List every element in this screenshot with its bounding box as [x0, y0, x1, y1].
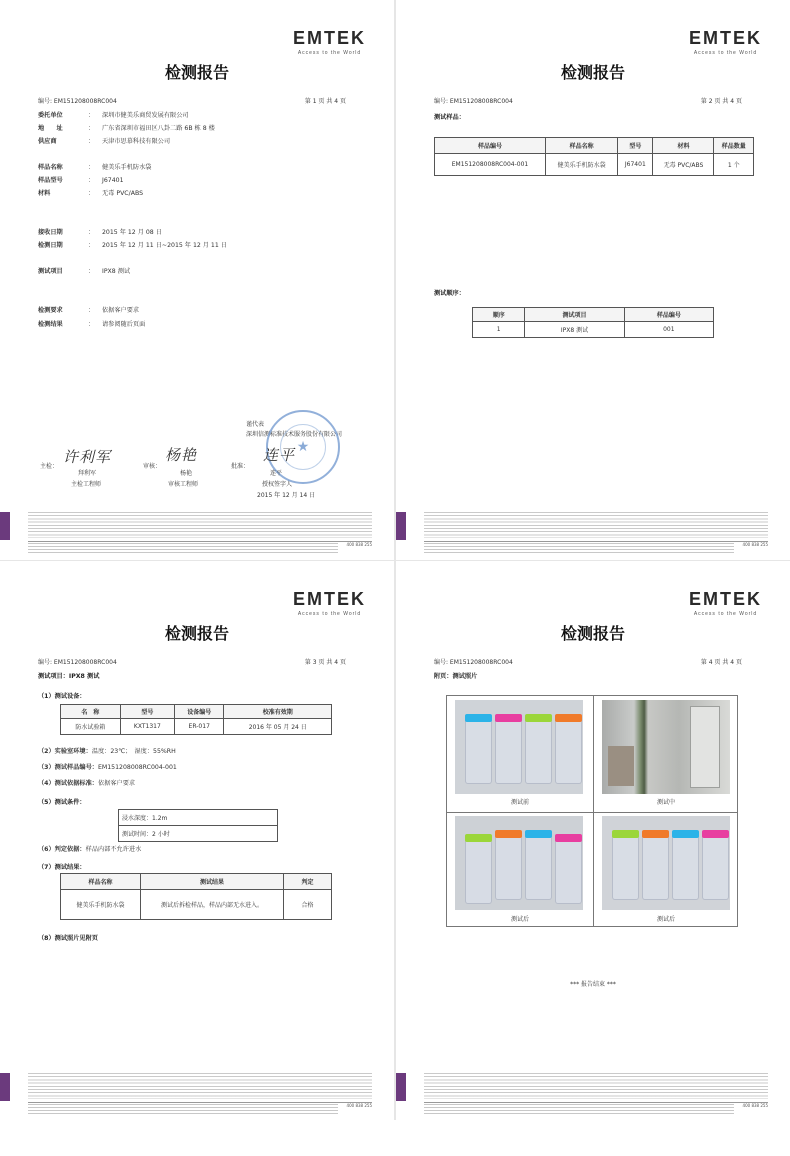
table-header: 样品名称 [61, 874, 141, 890]
table-cell: 健美乐手机防水袋 [61, 890, 141, 920]
footer-disclaimer [28, 1073, 372, 1099]
table-row [473, 322, 714, 338]
table-row [61, 890, 332, 920]
photo-after-test-1 [455, 816, 583, 910]
logo-brand: EMTEK [293, 28, 366, 48]
table-row [119, 826, 278, 842]
table-header: 样品编号 [435, 138, 546, 154]
report-title: 检测报告 [164, 63, 229, 82]
report-page-4 [396, 561, 790, 1121]
footer-disclaimer [28, 512, 372, 538]
table-cell: EM151208008RC004-001 [435, 154, 546, 176]
field-material: 材料 ： 无毒 PVC/ABS [38, 190, 144, 197]
table-row [61, 719, 332, 735]
approver-role: 批准： [231, 463, 250, 470]
sign-date: 2015 年 12 月 14 日 [257, 492, 316, 499]
table-header: 型号 [618, 138, 653, 154]
field-address: 地 址 ： 广东省深圳市福田区八卦二路 6B 栋 8 楼 [38, 125, 215, 132]
photo-during-test [602, 700, 730, 794]
table-cell: IPX8 测试 [525, 322, 624, 338]
reviewer-role: 审核： [143, 463, 162, 470]
table-header-row [61, 705, 332, 719]
photo-caption: 测试前 [510, 799, 529, 806]
field-sample-model: 样品型号 ： J67401 [38, 177, 124, 184]
equipment-table [60, 704, 332, 735]
footer-hotline: 400 838 255 [346, 1103, 372, 1108]
footer-accent-bar [396, 512, 406, 540]
field-sample-name: 样品名称 ： 健美乐手机防水袋 [38, 164, 152, 171]
inspector-title: 主检工程师 [71, 481, 102, 488]
footer-disclaimer [424, 512, 768, 538]
logo-brand: EMTEK [689, 589, 762, 609]
table-header: 样品名称 [545, 138, 617, 154]
field-client: 委托单位 ： 深圳市健美乐商贸发展有限公司 [38, 112, 189, 119]
equipment-heading: （1）测试设备： [38, 693, 86, 700]
sample-number: （3）测试样品编号：EM151208008RC004-001 [38, 764, 177, 771]
attachment-heading: 附页：测试照片 [434, 673, 478, 680]
table-cell: 浸水深度：1.2m [119, 810, 278, 826]
emtek-logo [293, 28, 366, 56]
table-header: 顺序 [473, 308, 525, 322]
table-cell: 1 [473, 322, 525, 338]
field-received-date: 接收日期 ： 2015 年 12 月 08 日 [38, 229, 162, 236]
result-table [60, 873, 332, 920]
table-header-row [473, 308, 714, 322]
photo-caption: 测试中 [656, 799, 675, 806]
reviewer-signature: 杨艳 [165, 446, 198, 464]
field-result: 检测结果 ： 请参阅随后页面 [38, 321, 146, 328]
page-number: 第 4 页 共 4 页 [700, 659, 742, 666]
sequence-heading: 测试顺序： [434, 290, 465, 297]
logo-tagline: Access to the World [297, 50, 362, 56]
table-header-row [61, 874, 332, 890]
page-footer [0, 512, 394, 560]
field-requirement: 检测要求 ： 依据客户要求 [38, 307, 140, 314]
footer-address [424, 1104, 734, 1114]
table-cell: ER-017 [175, 719, 224, 735]
logo-brand: EMTEK [689, 28, 762, 48]
footer-hotline: 400 838 255 [346, 542, 372, 547]
report-number: 编号: EM151208008RC004 [38, 98, 117, 105]
page-footer [396, 1073, 790, 1121]
test-basis: （4）测试依据标准：依据客户要求 [38, 780, 136, 787]
report-end: *** 报告结束 *** [570, 981, 616, 988]
testing-company: 深圳信测标准技术服务股份有限公司 [246, 431, 343, 438]
logo-brand: EMTEK [293, 589, 366, 609]
report-page-1 [0, 0, 394, 560]
sequence-table [472, 307, 714, 338]
table-header: 型号 [120, 705, 174, 719]
photos-note: （8）测试照片见附页 [38, 935, 98, 942]
table-cell: 测试后拆检样品，样品内部无水进入。 [141, 890, 284, 920]
test-result-heading: （7）测试结果： [38, 864, 86, 871]
table-cell: 合格 [284, 890, 332, 920]
test-item-heading: 测试项目：IPX8 测试 [38, 673, 100, 680]
table-cell: 2016 年 05 月 24 日 [224, 719, 332, 735]
report-title: 检测报告 [560, 624, 625, 643]
report-number: 编号: EM151208008RC004 [434, 98, 513, 105]
photo-grid [446, 695, 738, 927]
table-header: 测试项目 [525, 308, 624, 322]
logo-tagline: Access to the World [693, 611, 758, 617]
field-supplier: 供应商 ： 天津市思慕科技有限公司 [38, 138, 171, 145]
table-cell: J67401 [618, 154, 653, 176]
page-number: 第 2 页 共 4 页 [700, 98, 742, 105]
table-cell: 1 个 [714, 154, 754, 176]
footer-address [28, 543, 338, 553]
footer-accent-bar [0, 512, 10, 540]
on-behalf-label: 谨代表 [246, 421, 265, 428]
emtek-logo [689, 589, 762, 617]
page-footer [396, 512, 790, 560]
table-cell: 防水试验箱 [61, 719, 121, 735]
table-header: 材料 [653, 138, 714, 154]
report-number: 编号: EM151208008RC004 [434, 659, 513, 666]
report-number: 编号: EM151208008RC004 [38, 659, 117, 666]
footer-hotline: 400 838 255 [742, 542, 768, 547]
inspector-name: 拜利军 [78, 470, 97, 477]
table-header: 校准有效期 [224, 705, 332, 719]
logo-tagline: Access to the World [297, 611, 362, 617]
photo-before-test [455, 700, 583, 794]
table-row [435, 154, 754, 176]
page-number: 第 3 页 共 4 页 [304, 659, 346, 666]
emtek-logo [293, 589, 366, 617]
approver-signature: 连平 [263, 446, 296, 464]
page-number: 第 1 页 共 4 页 [304, 98, 346, 105]
table-header-row [435, 138, 754, 154]
table-header: 测试结果 [141, 874, 284, 890]
footer-disclaimer [424, 1073, 768, 1099]
report-title: 检测报告 [560, 63, 625, 82]
table-cell: 无毒 PVC/ABS [653, 154, 714, 176]
conditions-table [118, 809, 278, 842]
table-header: 设备编号 [175, 705, 224, 719]
photo-caption: 测试后 [510, 916, 529, 923]
approver-title: 授权签字人 [262, 481, 293, 488]
reviewer-name: 杨艳 [180, 470, 193, 477]
judgement-criteria: （6）判定依据：样品内部不允许进水 [38, 846, 142, 853]
table-header: 名 称 [61, 705, 121, 719]
table-header: 判定 [284, 874, 332, 890]
table-cell: KXT1317 [120, 719, 174, 735]
lab-environment: （2）实验室环境：温度：23℃； 湿度：55%RH [38, 748, 176, 755]
report-page-2 [396, 0, 790, 560]
sample-heading: 测试样品： [434, 114, 465, 121]
seal-star-icon: ★ [296, 439, 310, 455]
report-title: 检测报告 [164, 624, 229, 643]
emtek-logo [689, 28, 762, 56]
page-footer [0, 1073, 394, 1121]
test-conditions-heading: （5）测试条件： [38, 799, 86, 806]
field-test-item: 测试项目 ： IPX8 测试 [38, 268, 131, 275]
logo-tagline: Access to the World [693, 50, 758, 56]
sample-table [434, 137, 754, 176]
report-page-3 [0, 561, 394, 1121]
table-cell: 001 [624, 322, 713, 338]
footer-address [28, 1104, 338, 1114]
table-header: 样品编号 [624, 308, 713, 322]
photo-after-test-2 [602, 816, 730, 910]
photo-caption: 测试后 [656, 916, 675, 923]
table-cell: 健美乐手机防水袋 [545, 154, 617, 176]
table-cell: 测试时间：2 小时 [119, 826, 278, 842]
reviewer-title: 审核工程师 [168, 481, 199, 488]
table-header: 样品数量 [714, 138, 754, 154]
footer-address [424, 543, 734, 553]
field-test-date: 检测日期 ： 2015 年 12 月 11 日~2015 年 12 月 11 日 [38, 242, 227, 249]
inspector-signature: 许利军 [63, 448, 112, 466]
inspector-role: 主检： [40, 463, 59, 470]
footer-hotline: 400 838 255 [742, 1103, 768, 1108]
approver-name: 连平 [270, 470, 283, 477]
footer-accent-bar [396, 1073, 406, 1101]
table-row [119, 810, 278, 826]
footer-accent-bar [0, 1073, 10, 1101]
